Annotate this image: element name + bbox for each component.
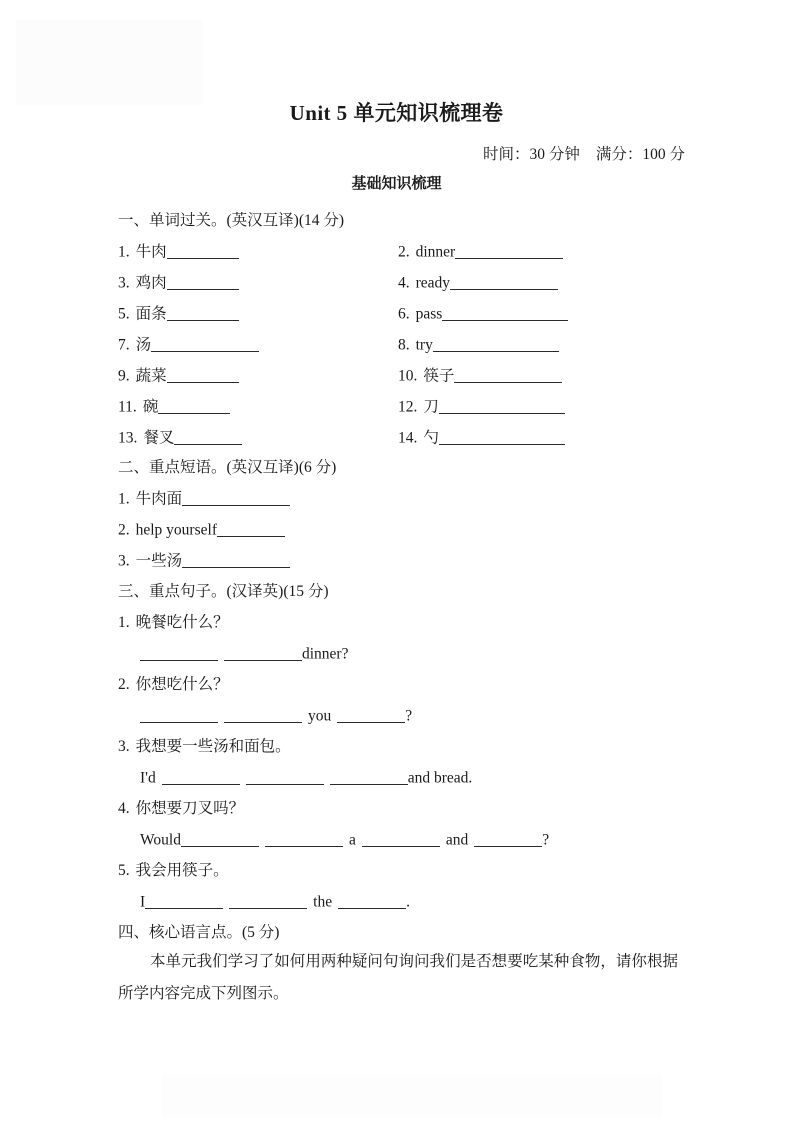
sentence-item-2-tail: ?	[405, 707, 413, 725]
word-item-1-text: 牛肉	[135, 243, 167, 261]
phrase-item-1-blank[interactable]	[182, 490, 290, 506]
word-item-2-blank[interactable]	[455, 243, 563, 259]
word-item-4-text: ready	[415, 274, 451, 292]
section-1-heading: 一、单词过关。(英汉互译)(14 分)	[118, 212, 345, 229]
sentence-item-1-number: 1.	[118, 614, 130, 631]
word-item-10-text: 筷子	[423, 367, 455, 385]
sentence-item-5-cn: 我会用筷子。	[135, 862, 229, 879]
word-item-4-blank[interactable]	[450, 274, 558, 290]
section-4-paragraph-text: 本单元我们学习了如何用两种疑问句询问我们是否想要吃某种食物，请你根据所学内容完成下列图示。	[118, 953, 678, 1002]
word-item-8-text: try	[415, 336, 433, 354]
sentence-item-5-number: 5.	[118, 862, 130, 879]
word-item-14	[398, 429, 565, 447]
exam-meta	[483, 142, 685, 164]
word-item-12-number: 12.	[398, 398, 418, 416]
word-item-5-number: 5.	[118, 305, 130, 323]
section-4-paragraph	[118, 946, 678, 1010]
sentence-item-4-prompt	[118, 800, 244, 817]
sentence-4-blank-3[interactable]	[362, 831, 440, 847]
word-item-3-blank[interactable]	[167, 274, 239, 290]
word-item-13-number: 13.	[118, 429, 138, 447]
word-item-5-text: 面条	[135, 305, 167, 323]
sentence-item-5-head: I	[140, 893, 146, 911]
page-title-cn: 单元知识梳理卷	[353, 101, 504, 125]
word-item-8	[398, 336, 559, 354]
sentence-item-3-cn: 我想要一些汤和面包。	[135, 738, 291, 755]
phrase-item-1-text: 牛肉面	[135, 490, 183, 508]
word-item-9-number: 9.	[118, 367, 130, 385]
sentence-3-blank-1[interactable]	[162, 769, 240, 785]
sentence-item-2-mid: you	[308, 707, 332, 725]
sentence-item-5-answer	[140, 893, 410, 911]
word-item-11-number: 11.	[118, 398, 137, 416]
word-item-9	[118, 367, 239, 385]
word-item-11-text: 碗	[142, 398, 159, 416]
word-item-9-blank[interactable]	[167, 367, 239, 383]
sentence-item-1-tail: dinner?	[302, 645, 349, 663]
phrase-item-3-number: 3.	[118, 552, 130, 570]
scan-artifact-bottom	[162, 1075, 662, 1117]
sentence-5-blank-1[interactable]	[145, 893, 223, 909]
word-item-9-text: 蔬菜	[135, 367, 167, 385]
word-item-10-number: 10.	[398, 367, 418, 385]
word-item-3	[118, 274, 239, 292]
sentence-1-blank-2[interactable]	[224, 645, 302, 661]
sentence-3-blank-2[interactable]	[246, 769, 324, 785]
sentence-4-blank-1[interactable]	[181, 831, 259, 847]
sentence-item-4-mid1: a	[348, 831, 356, 849]
section-3-heading: 三、重点句子。(汉译英)(15 分)	[118, 583, 329, 600]
word-item-14-text: 勺	[423, 429, 439, 447]
sentence-item-3-answer	[140, 769, 472, 787]
sentence-item-5-tail: .	[406, 893, 410, 911]
word-item-2-number: 2.	[398, 243, 410, 261]
sentence-item-4-tail: ?	[542, 831, 550, 849]
sentence-item-2-prompt	[118, 676, 229, 693]
scan-artifact-top	[16, 20, 202, 105]
word-item-3-number: 3.	[118, 274, 130, 292]
phrase-item-3	[118, 552, 290, 570]
word-item-11-blank[interactable]	[158, 398, 230, 414]
sentence-item-1-answer	[140, 645, 348, 663]
word-item-4-number: 4.	[398, 274, 410, 292]
word-item-2	[398, 243, 563, 261]
sentence-item-3-prompt	[118, 738, 291, 755]
word-item-2-text: dinner	[415, 243, 456, 261]
phrase-item-2-blank[interactable]	[217, 521, 285, 537]
sentence-item-4-cn: 你想要刀叉吗？	[135, 800, 245, 817]
word-item-10	[398, 367, 562, 385]
sentence-item-2-cn: 你想吃什么？	[135, 676, 229, 693]
sentence-item-5-mid: the	[313, 893, 333, 911]
sentence-item-2-number: 2.	[118, 676, 130, 693]
word-item-6-number: 6.	[398, 305, 410, 323]
word-item-8-blank[interactable]	[433, 336, 559, 352]
word-item-4	[398, 274, 558, 292]
word-item-6-blank[interactable]	[442, 305, 568, 321]
word-item-7-number: 7.	[118, 336, 130, 354]
word-item-12-blank[interactable]	[439, 398, 565, 414]
phrase-item-1-number: 1.	[118, 490, 130, 508]
sentence-2-blank-3[interactable]	[337, 707, 405, 723]
word-item-1	[118, 243, 239, 261]
sentence-3-blank-3[interactable]	[330, 769, 408, 785]
sentence-item-4-mid2: and	[445, 831, 469, 849]
section-4-heading: 四、核心语言点。(5 分)	[118, 924, 280, 941]
sentence-item-5-prompt	[118, 862, 229, 879]
word-item-7-blank[interactable]	[151, 336, 259, 352]
phrase-item-2-text: help yourself	[135, 521, 217, 539]
sentence-item-3-number: 3.	[118, 738, 130, 755]
word-item-14-blank[interactable]	[439, 429, 565, 445]
sentence-item-4-number: 4.	[118, 800, 130, 817]
sentence-5-blank-2[interactable]	[229, 893, 307, 909]
word-item-3-text: 鸡肉	[135, 274, 167, 292]
word-item-11	[118, 398, 230, 416]
word-item-1-number: 1.	[118, 243, 130, 261]
word-item-13	[118, 429, 242, 447]
phrase-item-2-number: 2.	[118, 521, 130, 539]
word-item-5	[118, 305, 239, 323]
page-title-unit: Unit 5	[289, 101, 348, 125]
sentence-item-1-prompt	[118, 614, 229, 631]
page-title	[0, 97, 793, 127]
phrase-item-1	[118, 490, 290, 508]
sentence-4-blank-2[interactable]	[265, 831, 343, 847]
sentence-item-2-answer	[140, 707, 412, 725]
word-item-6-text: pass	[415, 305, 443, 323]
word-item-8-number: 8.	[398, 336, 410, 354]
sentence-4-blank-4[interactable]	[474, 831, 542, 847]
word-item-12-text: 刀	[423, 398, 439, 416]
exam-total-score: 满分：100 分	[595, 146, 685, 163]
word-item-7-text: 汤	[135, 336, 152, 354]
sentence-item-1-cn: 晚餐吃什么？	[135, 614, 229, 631]
sentence-1-blank-1[interactable]	[140, 645, 218, 661]
word-item-10-blank[interactable]	[454, 367, 562, 383]
word-item-14-number: 14.	[398, 429, 418, 447]
sentence-item-3-head: I'd	[140, 769, 156, 787]
section-banner: 基础知识梳理	[351, 176, 442, 192]
phrase-item-2	[118, 521, 285, 539]
phrase-item-3-blank[interactable]	[182, 552, 290, 568]
section-2-heading: 二、重点短语。(英汉互译)(6 分)	[118, 459, 337, 476]
sentence-2-blank-1[interactable]	[140, 707, 218, 723]
sentence-2-blank-2[interactable]	[224, 707, 302, 723]
exam-time: 时间：30 分钟	[482, 146, 580, 163]
word-item-13-blank[interactable]	[174, 429, 242, 445]
word-item-1-blank[interactable]	[167, 243, 239, 259]
word-item-6	[398, 305, 568, 323]
word-item-7	[118, 336, 259, 354]
sentence-item-3-tail: and bread.	[407, 769, 473, 787]
sentence-item-4-head: Would	[140, 831, 181, 849]
sentence-item-4-answer	[140, 831, 549, 849]
word-item-5-blank[interactable]	[167, 305, 239, 321]
word-item-12	[398, 398, 565, 416]
sentence-5-blank-3[interactable]	[338, 893, 406, 909]
phrase-item-3-text: 一些汤	[135, 552, 183, 570]
word-item-13-text: 餐叉	[143, 429, 175, 447]
